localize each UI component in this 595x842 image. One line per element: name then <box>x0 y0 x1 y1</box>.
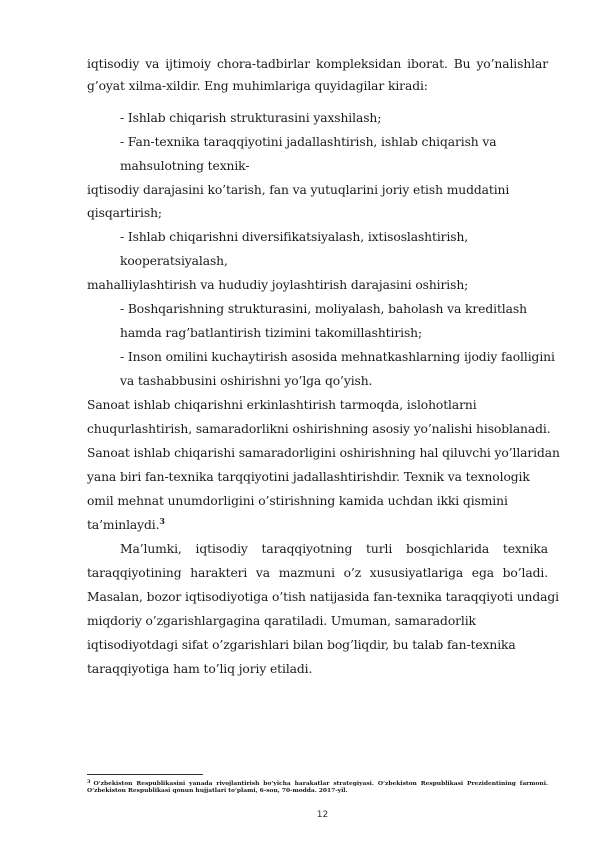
list-item: - Inson omilini kuchaytirish asosida mehnatkashlarning ijodiy faolligini <box>120 350 555 364</box>
text-line: kooperatsiyalash, <box>120 254 228 268</box>
page-number: 12 <box>316 810 329 820</box>
text-line: iqtisodiy va ijtimoiy chora-tadbirlar kompleksidan iborat. Bu yo’nalishlar <box>87 57 548 71</box>
text-line: miqdoriy o’zgarishlargagina qaratiladi. Umuman, samaradorlik <box>87 614 476 628</box>
text-line: qisqartirish; <box>87 206 162 220</box>
footnote-mark: 3 <box>87 779 91 785</box>
text-line: iqtisodiyotdagi sifat o’zgarishlari bilan bog’liqdir, bu talab fan-texnika <box>87 638 516 652</box>
text-span: ta’minlaydi. <box>87 518 160 532</box>
footnote-line: O’zbekiston Respublikasi qonun hujjatlari to’plami, 6-son, 70-modda. 2017-yil. <box>87 787 348 794</box>
list-item: - Ishlab chiqarishni diversifikatsiyalash, ixtisoslashtirish, <box>120 230 469 244</box>
list-item: - Boshqarishning strukturasini, moliyalash, baholash va kreditlash <box>120 302 527 316</box>
text-line: taraqqiyotiga ham to’liq joriy etiladi. <box>87 662 313 676</box>
footnote-separator <box>87 774 203 775</box>
text-line: yana biri fan-texnika tarqqiyotini jadallashtirishdir. Texnik va texnologik <box>87 470 530 484</box>
text-line: iqtisodiy darajasini ko’tarish, fan va yutuqlarini joriy etish muddatini <box>87 183 510 197</box>
text-line: Sanoat ishlab chiqarishi samaradorligini oshirishning hal qiluvchi yo’llaridan <box>87 446 560 460</box>
text-line: taraqqiyotining harakteri va mazmuni o’z xususiyatlariga ega bo’ladi. <box>87 566 548 580</box>
text-line: va tashabbusini oshirishni yo’lga qo’yish. <box>120 374 373 388</box>
list-item: - Ishlab chiqarish strukturasini yaxshilash; <box>120 111 382 125</box>
text-line: mahalliylashtirish va hududiy joylashtirish darajasini oshirish; <box>87 278 469 292</box>
text-line: g’oyat xilma-xildir. Eng muhimlariga quyidagilar kiradi: <box>87 79 428 93</box>
text-line: Ma’lumki, iqtisodiy taraqqiyotning turli bosqichlarida texnika <box>120 542 548 556</box>
footnote-text: O’zbekiston Respublikasini yanada rivojlantirish bo’yicha harakatlar strategiyasi. O’zbekiston Respublikasi Prezidentining farmoni. <box>93 780 548 787</box>
text-line: Masalan, bozor iqtisodiyotiga o’tish natijasida fan-texnika taraqqiyoti undagi <box>87 590 559 604</box>
text-line <box>87 517 548 533</box>
text-line: chuqurlashtirish, samaradorlikni oshirishning asosiy yo’nalishi hisoblanadi. <box>87 422 551 436</box>
footnote-reference[interactable]: 3 <box>159 516 165 526</box>
text-line: Sanoat ishlab chiqarishni erkinlashtirish tarmoqda, islohotlarni <box>87 398 477 412</box>
text-line: mahsulotning texnik- <box>120 159 250 173</box>
list-item: - Fan-texnika taraqqiyotini jadallashtirish, ishlab chiqarish va <box>120 135 497 149</box>
text-line: hamda rag’batlantirish tizimini takomillashtirish; <box>120 326 423 340</box>
text-line: omil mehnat unumdorligini o’stirishning kamida uchdan ikki qismini <box>87 494 508 508</box>
